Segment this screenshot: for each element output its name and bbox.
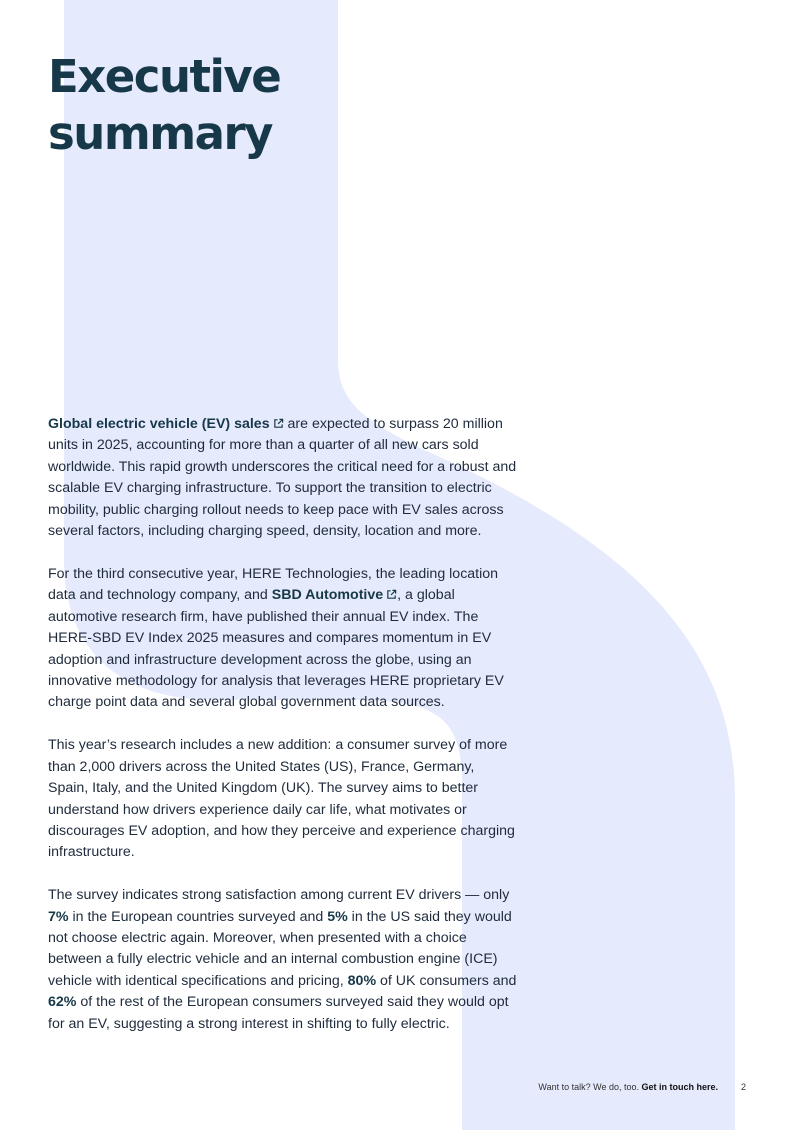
title-line-1: Executive — [48, 50, 281, 103]
title-line-2: summary — [48, 107, 272, 160]
footer-prompt: Want to talk? We do, too. — [538, 1082, 642, 1092]
external-link-icon[interactable] — [386, 589, 397, 600]
results-text-1: The survey indicates strong satisfaction among current EV drivers — only — [48, 887, 510, 904]
sbd-automotive-link[interactable]: SBD Automotive — [271, 587, 384, 604]
paragraph-here-sbd-text: , a global automotive research firm, have published their annual EV index. The HERE-SBD EV Index 2025 measures and compares momentum in EV adoption and infrastructure development across the globe, using an innovative methodology for analysis that leverages HERE proprietary EV charge point data and several global government data sources. — [48, 587, 504, 711]
paragraph-survey-results — [48, 885, 518, 1035]
results-text-4: of UK consumers and — [376, 972, 517, 989]
results-text-3: in the US said they would not choose electric again. Moreover, when presented with a choice between a fully electric vehicle and an internal combustion engine (ICE) vehicle with identical specifications and pricing, — [48, 908, 512, 989]
paragraph-here-sbd-intro: For the third consecutive year, HERE Technologies, the leading location data and technology company, and — [48, 565, 499, 604]
stat-us-not-again: 5% — [327, 908, 348, 925]
page-number: 2 — [741, 1082, 747, 1092]
summary-body — [48, 414, 518, 1057]
external-link-icon[interactable] — [273, 418, 284, 429]
stat-uk-opt-ev: 80% — [347, 972, 377, 989]
paragraph-ev-sales-text: are expected to surpass 20 million units in 2025, accounting for more than a quarter of all new cars sold worldwide. This rapid growth underscores the critical need for a robust and scalable EV charging infrastructure. To support the transition to electric mobility, public charging rollout needs to keep pace with EV sales across several factors, including charging speed, density, location and more. — [48, 416, 517, 540]
paragraph-here-sbd — [48, 564, 518, 714]
page-title — [48, 48, 280, 162]
paragraph-ev-sales — [48, 414, 518, 542]
stat-europe-opt-ev: 62% — [48, 994, 77, 1011]
footer-contact — [538, 1082, 718, 1092]
paragraph-consumer-survey: This year’s research includes a new addition: a consumer survey of more than 2,000 drivers across the United States (US), France, Germany, Spain, Italy, and the United Kingdom (UK). The survey aims to better understand how drivers experience daily car life, what motivates or discourages EV adoption, and how they perceive and experience charging infrastructure. — [48, 737, 515, 861]
get-in-touch-link[interactable]: Get in touch here. — [641, 1082, 718, 1092]
results-text-2: in the European countries surveyed and — [68, 908, 328, 925]
ev-sales-link[interactable]: Global electric vehicle (EV) sales — [48, 416, 270, 432]
stat-europe-not-again: 7% — [48, 908, 69, 925]
results-text-5: of the rest of the European consumers surveyed said they would opt for an EV, suggesting a strong interest in shifting to fully electric. — [48, 994, 509, 1032]
